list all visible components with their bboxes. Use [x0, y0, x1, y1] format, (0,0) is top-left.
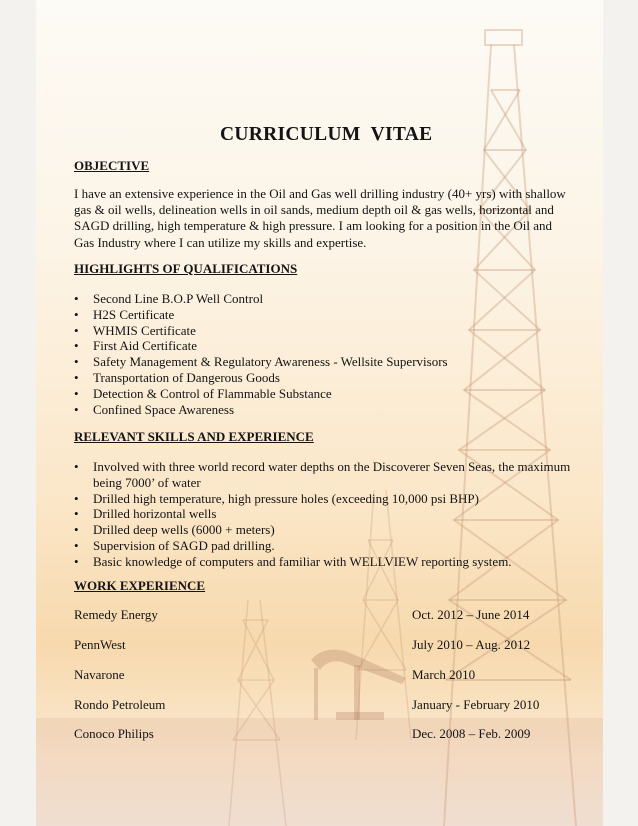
list-item: • Involved with three world record water depths on the Discoverer Seven Seas, the maximum being 7000’ of water	[74, 459, 571, 490]
resume-page	[36, 0, 603, 826]
list-item: • Drilled horizontal wells	[74, 506, 217, 522]
page-title: CURRICULUM VITAE	[220, 124, 433, 145]
work-dates: March 2010	[412, 667, 476, 682]
list-item: • WHMIS Certificate	[74, 322, 196, 338]
list-item: • Drilled deep wells (6000 + meters)	[74, 522, 275, 538]
work-company: PennWest	[74, 637, 126, 652]
work-entry	[74, 667, 574, 683]
list-item: • Basic knowledge of computers and familiar with WELLVIEW reporting system.	[74, 553, 512, 569]
qualifications-list	[74, 291, 574, 417]
skills-list	[74, 459, 574, 570]
work-heading: WORK EXPERIENCE	[74, 578, 206, 593]
work-dates: Dec. 2008 – Feb. 2009	[412, 726, 531, 741]
list-item: • Safety Management & Regulatory Awareness - Wellsite Supervisors	[74, 354, 448, 370]
qualifications-heading: HIGHLIGHTS OF QUALIFICATIONS	[74, 261, 298, 276]
list-item: • H2S Certificate	[74, 306, 175, 322]
work-dates: July 2010 – Aug. 2012	[412, 637, 531, 652]
work-company: Conoco Philips	[74, 726, 154, 741]
work-entry	[74, 637, 574, 653]
list-item: • First Aid Certificate	[74, 338, 197, 354]
list-item: • Detection & Control of Flammable Substance	[74, 385, 332, 401]
work-dates: Oct. 2012 – June 2014	[412, 607, 530, 622]
work-entry	[74, 697, 574, 713]
work-entry	[74, 726, 574, 742]
work-company: Remedy Energy	[74, 607, 158, 622]
list-item: • Confined Space Awareness	[74, 401, 235, 417]
work-company: Rondo Petroleum	[74, 697, 166, 712]
list-item: • Drilled high temperature, high pressure holes (exceeding 10,000 psi BHP)	[74, 490, 479, 506]
list-item: • Transportation of Dangerous Goods	[74, 369, 280, 385]
list-item: • Supervision of SAGD pad drilling.	[74, 537, 275, 553]
work-entry	[74, 607, 574, 623]
objective-text: I have an extensive experience in the Oil and Gas well drilling industry (40+ yrs) with shallow gas & oil wells, delineation wells in oil sands, medium depth oil & gas wells, horizontal and SAGD drilling, high temperature & high pressure. I am looking for a position in the Oil and Gas Industry where I can utilize my skills and expertise.	[74, 186, 566, 250]
objective-heading: OBJECTIVE	[74, 158, 150, 173]
list-item: • Second Line B.O.P Well Control	[74, 291, 264, 306]
work-company: Navarone	[74, 667, 125, 682]
work-dates: January - February 2010	[412, 697, 540, 712]
skills-heading: RELEVANT SKILLS AND EXPERIENCE	[74, 429, 314, 444]
